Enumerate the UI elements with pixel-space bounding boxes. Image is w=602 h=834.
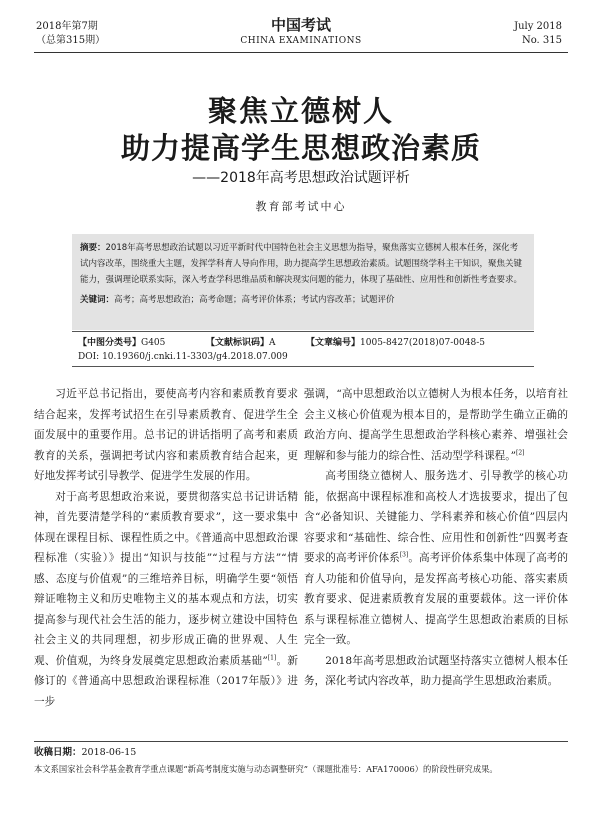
abstract-text: 2018年高考思想政治试题以习近平新时代中国特色社会主义思想为指导，聚焦落实立德树人根本任务，深化考试内容改革，围绕重大主题，发挥学科育人导向作用，助力提高学生思想政治素质。试题围绕学科主干知识，聚焦关键能力，强调理论联系实际，深入考查学科思维品质和解决现实问题的能力，体现了基础性、应用性和创新性考查要求。 bbox=[80, 243, 523, 285]
footnote-divider bbox=[34, 741, 568, 742]
citation-ref: [3] bbox=[399, 551, 409, 559]
article-subtitle: ——2018年高考思想政治试题评析 bbox=[192, 170, 410, 186]
issue-date: July 2018 bbox=[514, 21, 562, 32]
abstract-box bbox=[72, 234, 534, 330]
body-column-left bbox=[34, 384, 298, 712]
received-label: 收稿日期： bbox=[34, 747, 82, 758]
body-paragraph bbox=[34, 487, 298, 713]
paragraph-text: 。新修订的《普通高中思想政治课程标准（2017年版）》进一步 bbox=[34, 654, 298, 708]
clc-label: 【中图分类号】 bbox=[78, 338, 142, 348]
article-number-value: 1005-8427(2018)07-0048-5 bbox=[360, 338, 485, 348]
funding-note: 本文系国家社会科学基金教育学重点课题“新高考制度实施与动态调整研究”（课题批准号：AFA170006）的阶段性研究成果。 bbox=[34, 764, 498, 774]
doi-label: DOI: bbox=[78, 352, 100, 362]
abstract-label: 摘要： bbox=[80, 243, 106, 253]
issue-total-number: （总第315期） bbox=[36, 35, 106, 46]
body-paragraph bbox=[304, 384, 568, 466]
classification-box bbox=[72, 331, 534, 367]
body-paragraph bbox=[304, 466, 568, 651]
paragraph-text: 对于高考思想政治来说，要贯彻落实总书记讲话精神，首先要清楚学科的“素质教育要求”，这一要求集中体现在课程目标、课程性质之中。《普通高中思想政治课程标准（实验）》提出“知识与技能”“过程与方法”“情感、态度与价值观”的三维培养目标，明确学生要“领悟辩证唯物主义和历史唯物主义的基本观点和方法，切实提高参与现代社会生活的能力，逐步树立建设中国特色社会主义的共同理想，初步形成正确的世界观、人生观、价值观，为终身发展奠定思想政治素质基础” bbox=[34, 490, 298, 667]
body-paragraph: 2018年高考思想政治试题坚持落实立德树人根本任务，深化考试内容改革，助力提高学生思想政治素质。 bbox=[304, 654, 568, 687]
issue-year-number: 2018年第7期 bbox=[36, 21, 98, 32]
clc-value: G405 bbox=[141, 338, 166, 348]
journal-name-en: CHINA EXAMINATIONS bbox=[240, 36, 362, 46]
header-divider bbox=[34, 52, 568, 53]
issue-info-en bbox=[514, 20, 562, 48]
citation-ref: [2] bbox=[516, 448, 525, 456]
article-number-label: 【文章编号】 bbox=[306, 338, 361, 348]
keywords-text: 高考；高考思想政治；高考命题；高考评价体系；考试内容改革；试题评价 bbox=[114, 295, 395, 305]
body-column-right bbox=[304, 384, 568, 692]
article-title-line2: 助力提高学生思想政治素质 bbox=[120, 131, 481, 165]
article-title-line1: 聚焦立德树人 bbox=[207, 94, 394, 128]
journal-name bbox=[0, 16, 602, 47]
paragraph-text: 强调，“高中思想政治以立德树人为根本任务，以培育社会主义核心价值观为根本目的，是帮助学生确立正确的政治方向、提高学生思想政治学科核心素养、增强社会理解和参与能力的综合性、活动型学科课程。” bbox=[304, 388, 568, 462]
classification-row bbox=[78, 336, 528, 350]
paragraph-text: 高考围绕立德树人、服务选才、引导教学的核心功能，依据高中课程标准和高校人才选拔要求，提出了包含“必备知识、关键能力、学科素养和核心价值”四层内容要求和“基础性、综合性、应用性和创新性”四翼考查要求的高考评价体系 bbox=[304, 470, 568, 564]
keywords bbox=[80, 292, 526, 308]
doc-code-label: 【文献标识码】 bbox=[206, 338, 270, 348]
issue-number: No. 315 bbox=[521, 35, 562, 46]
doc-code-value: A bbox=[269, 338, 276, 348]
doi-value: 10.19360/j.cnki.11-3303/g4.2018.07.009 bbox=[102, 352, 288, 362]
citation-ref: [1] bbox=[267, 653, 277, 661]
body-paragraph: 习近平总书记指出，要使高考内容和素质教育要求结合起来，发挥考试招生在引导素质教育、促进学生全面发展中的重要作用。总书记的讲话指明了高考和素质教育的关系，强调把考试内容和素质教育结合起来，更好地发挥考试引导教学、促进学生发展的作用。 bbox=[34, 388, 298, 482]
received-date bbox=[34, 746, 136, 760]
paragraph-text: 。高考评价体系集中体现了高考的育人功能和价值导向，是发挥高考核心功能、落实素质教育要求、促进素质教育发展的重要载体。这一评价体系与课程标准立德树人、提高学生思想政治素质的目标完全一致。 bbox=[304, 552, 568, 646]
doi-row bbox=[78, 350, 528, 364]
journal-name-cn: 中国考试 bbox=[270, 16, 331, 34]
article-author: 教育部考试中心 bbox=[255, 200, 347, 213]
abstract bbox=[80, 240, 526, 288]
received-value: 2018-06-15 bbox=[81, 747, 137, 758]
keywords-label: 关键词： bbox=[80, 295, 115, 305]
